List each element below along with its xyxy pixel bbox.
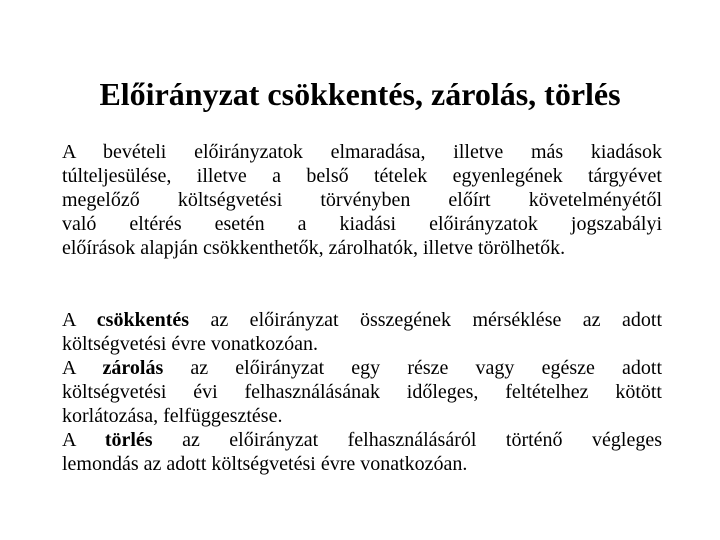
- definition-line: költségvetési évre vonatkozóan.: [62, 333, 319, 355]
- intro-line: előírások alapján csökkenthetők, zárolhatók, illetve törölhetők.: [62, 237, 566, 259]
- definition-reduce: [62, 308, 662, 356]
- intro-line: túlteljesülése, illetve a belső tételek egyenlegének tárgyévet: [62, 165, 662, 187]
- intro-text: [62, 140, 662, 260]
- intro-line: megelőző költségvetési törvényben előírt követelményétől: [62, 189, 662, 211]
- definition-prefix: A: [62, 309, 97, 331]
- definition-term: zárolás: [102, 357, 164, 379]
- definition-prefix: A: [62, 357, 103, 379]
- definition-text: az előirányzat összegének mérséklése az adott: [189, 309, 662, 331]
- definitions-paragraph: [62, 308, 662, 476]
- definition-line: lemondás az adott költségvetési évre vonatkozóan.: [62, 453, 468, 475]
- intro-line: való eltérés esetén a kiadási előirányzatok jogszabályi: [62, 213, 662, 235]
- definition-line: [62, 308, 662, 332]
- definition-line: költségvetési évi felhasználásának időleges, feltételhez kötött: [62, 381, 662, 403]
- intro-paragraph: [62, 140, 662, 260]
- definition-term: törlés: [104, 429, 153, 451]
- definition-delete: [62, 428, 662, 476]
- slide-title: Előirányzat csökkentés, zárolás, törlés: [99, 76, 621, 112]
- definition-text: az előirányzat felhasználásáról történő végleges: [152, 429, 663, 451]
- definition-text: az előirányzat egy része vagy egésze adott: [163, 357, 663, 379]
- definition-freeze: [62, 356, 662, 428]
- definition-line: korlátozása, felfüggesztése.: [62, 405, 283, 427]
- intro-line: A bevételi előirányzatok elmaradása, illetve más kiadások: [62, 141, 662, 163]
- definition-line: [62, 428, 662, 452]
- definition-line: [62, 356, 662, 380]
- definition-prefix: A: [62, 429, 105, 451]
- definition-term: csökkentés: [96, 309, 190, 331]
